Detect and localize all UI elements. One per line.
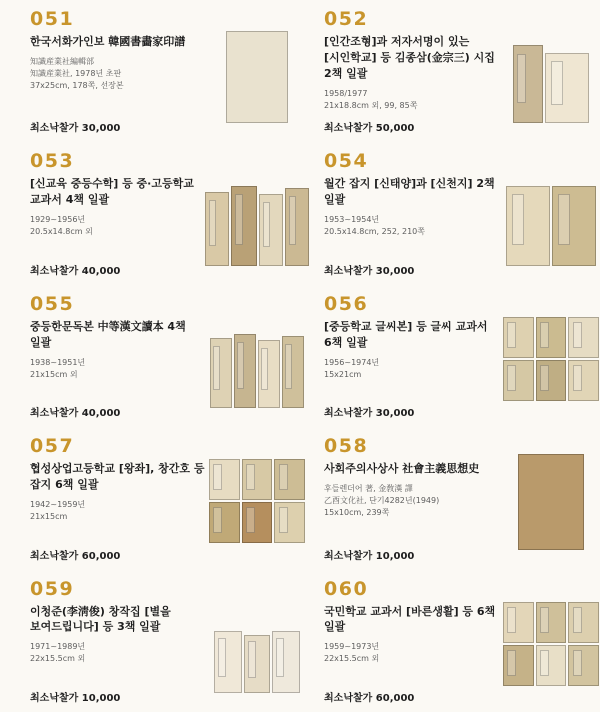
lot-info <box>324 10 499 134</box>
lot-minimum-bid: 최소낙찰가 50,000 <box>324 123 415 135</box>
book-cover <box>568 360 599 401</box>
lot-detail-line: 후들렌더어 著, 金敎漢 譯 <box>324 484 413 494</box>
lot-detail-line: 20.5x14.8cm, 252, 210쪽 <box>324 227 425 237</box>
lot-detail-line: 1958/1977 <box>324 88 368 98</box>
lot-minimum-bid: 최소낙찰가 10,000 <box>30 692 121 704</box>
lot-title: 사회주의사상사 社會主義思想史 <box>324 462 480 476</box>
lot-thumbnail <box>205 10 309 134</box>
lot-detail-line: 知識産業社編輯部 <box>30 56 94 66</box>
book-image-057 <box>209 459 305 543</box>
lot-title: 중등한문독본 中等漢文讀本 4책 일괄 <box>30 319 186 349</box>
lot-detail-line: 37x25cm, 178쪽, 선장본 <box>30 80 124 90</box>
book-image-060 <box>503 602 599 686</box>
book-cover <box>259 194 283 266</box>
book-cover <box>226 31 288 123</box>
lot-title: 협성상업고등학교 [왕좌], 창간호 등 잡지 6책 일괄 <box>30 462 205 492</box>
book-cover <box>242 459 273 500</box>
lot-minimum-bid: 최소낙찰가 60,000 <box>30 550 121 562</box>
book-cover <box>536 602 567 643</box>
lot-info <box>30 577 205 704</box>
lot-entry[interactable] <box>0 285 300 427</box>
lot-title: [중등학교 글씨본] 등 글씨 교과서 6책 일괄 <box>324 319 488 349</box>
lot-details <box>30 641 205 665</box>
lot-detail-line: 知識産業社, 1978년 초판 <box>30 68 122 78</box>
book-cover <box>258 340 280 408</box>
book-cover <box>568 602 599 643</box>
lot-title: [인간조형]과 저자서명이 있는 [시인학교] 등 김종삼(金宗三) 시집 2책 일괄 <box>324 34 495 80</box>
lot-info <box>324 292 499 420</box>
book-cover <box>234 334 256 408</box>
lot-details <box>324 357 499 381</box>
lot-thumbnail <box>499 152 600 276</box>
book-cover <box>536 317 567 358</box>
lot-details <box>324 641 499 665</box>
lot-thumbnail <box>499 10 600 134</box>
lot-number: 057 <box>30 435 75 458</box>
book-cover <box>503 317 534 358</box>
lot-entry[interactable] <box>300 285 600 427</box>
lot-row <box>0 427 600 569</box>
lot-details <box>30 56 205 92</box>
book-cover <box>568 645 599 686</box>
book-cover <box>513 45 543 123</box>
book-cover <box>209 459 240 500</box>
lot-entry[interactable] <box>300 0 600 142</box>
lot-detail-line: 22x15.5cm 외 <box>30 654 86 664</box>
book-cover <box>503 645 534 686</box>
lot-number: 054 <box>324 150 369 173</box>
lot-detail-line: 乙酉文化社, 단기4282년(1949) <box>324 496 440 506</box>
lot-title: 이청준(李淸俊) 창작집 [별을 보여드립니다] 등 3책 일괄 <box>30 604 171 634</box>
lot-minimum-bid: 최소낙찰가 60,000 <box>324 692 415 704</box>
lot-number: 055 <box>30 292 75 315</box>
lot-thumbnail <box>499 580 600 704</box>
book-cover <box>518 454 584 550</box>
lot-info <box>30 292 205 420</box>
book-image-054 <box>506 168 596 266</box>
lot-info <box>30 152 205 276</box>
lot-minimum-bid: 최소낙찰가 30,000 <box>324 265 415 277</box>
lot-info <box>324 577 499 704</box>
lot-info <box>30 10 205 134</box>
lot-info <box>30 437 205 561</box>
lot-entry[interactable] <box>0 142 300 284</box>
lot-number: 053 <box>30 150 75 173</box>
lot-thumbnail <box>499 437 600 561</box>
book-cover <box>210 338 232 408</box>
book-cover <box>568 317 599 358</box>
lot-row <box>0 142 600 284</box>
lot-detail-line: 1953~1954년 <box>324 215 380 225</box>
book-image-052 <box>513 25 589 123</box>
lot-detail-line: 21x15cm 외 <box>30 369 78 379</box>
lot-number: 060 <box>324 577 369 600</box>
lot-detail-line: 1942~1959년 <box>30 499 86 509</box>
book-cover <box>242 502 273 543</box>
lot-details <box>30 499 205 523</box>
book-cover <box>552 186 596 266</box>
lot-detail-line: 1956~1974년 <box>324 357 380 367</box>
lot-detail-line: 1929~1956년 <box>30 215 86 225</box>
lot-detail-line: 20.5x14.8cm 외 <box>30 227 93 237</box>
book-cover <box>244 635 270 693</box>
lot-details <box>324 88 499 112</box>
lot-details <box>30 357 205 381</box>
book-cover <box>209 502 240 543</box>
lot-minimum-bid: 최소낙찰가 30,000 <box>30 123 121 135</box>
book-image-055 <box>210 310 304 408</box>
lot-number: 058 <box>324 435 369 458</box>
lot-details <box>324 214 499 238</box>
lot-info <box>324 152 499 276</box>
lot-thumbnail <box>499 295 600 419</box>
lot-title: 월간 잡지 [신태양]과 [신천지] 2책 일괄 <box>324 177 495 207</box>
book-image-058 <box>518 452 584 550</box>
lot-title: 한국서화가인보 韓國書畵家印譜 <box>30 34 186 48</box>
lot-details <box>30 214 205 238</box>
lot-row <box>0 285 600 427</box>
lot-title: 국민학교 교과서 [바른생활] 등 6책 일괄 <box>324 604 496 634</box>
lot-detail-line: 1959~1973년 <box>324 642 380 652</box>
lot-details <box>324 483 499 519</box>
lot-thumbnail <box>205 295 309 419</box>
lot-minimum-bid: 최소낙찰가 10,000 <box>324 550 415 562</box>
book-cover <box>503 360 534 401</box>
book-cover <box>272 631 300 693</box>
lot-entry[interactable] <box>300 570 600 712</box>
book-cover <box>545 53 589 123</box>
lot-info <box>324 437 499 561</box>
lot-number: 056 <box>324 292 369 315</box>
lot-title: [신교육 중등수학] 등 중·고등학교 교과서 4책 일괄 <box>30 177 194 207</box>
book-cover <box>506 186 550 266</box>
lot-entry[interactable] <box>300 427 600 569</box>
lot-minimum-bid: 최소낙찰가 40,000 <box>30 408 121 420</box>
lot-thumbnail <box>205 580 309 704</box>
lot-detail-line: 1971~1989년 <box>30 642 86 652</box>
book-cover <box>205 192 229 266</box>
lot-row <box>0 0 600 142</box>
lot-detail-line: 22x15.5cm 외 <box>324 654 380 664</box>
book-cover <box>536 645 567 686</box>
lot-detail-line: 15x21cm <box>324 369 362 379</box>
lot-entry[interactable] <box>300 142 600 284</box>
lot-number: 051 <box>30 8 75 30</box>
lot-number: 059 <box>30 577 75 600</box>
book-image-053 <box>205 168 309 266</box>
lot-detail-line: 1938~1951년 <box>30 357 86 367</box>
book-cover <box>214 631 242 693</box>
book-cover <box>231 186 257 266</box>
lot-row <box>0 570 600 712</box>
lot-detail-line: 21x18.8cm 외, 99, 85쪽 <box>324 100 418 110</box>
book-cover <box>503 602 534 643</box>
lot-thumbnail <box>205 437 309 561</box>
lot-minimum-bid: 최소낙찰가 40,000 <box>30 265 121 277</box>
lot-entry[interactable] <box>0 0 300 142</box>
book-image-051 <box>226 25 288 123</box>
lot-number: 052 <box>324 8 369 30</box>
lot-entry[interactable] <box>0 570 300 712</box>
book-cover <box>536 360 567 401</box>
lot-detail-line: 21x15cm <box>30 511 68 521</box>
lot-minimum-bid: 최소낙찰가 30,000 <box>324 408 415 420</box>
lot-detail-line: 15x10cm, 239쪽 <box>324 508 390 518</box>
book-image-059 <box>214 595 300 693</box>
lot-entry[interactable] <box>0 427 300 569</box>
lot-thumbnail <box>205 152 309 276</box>
book-image-056 <box>503 317 599 401</box>
